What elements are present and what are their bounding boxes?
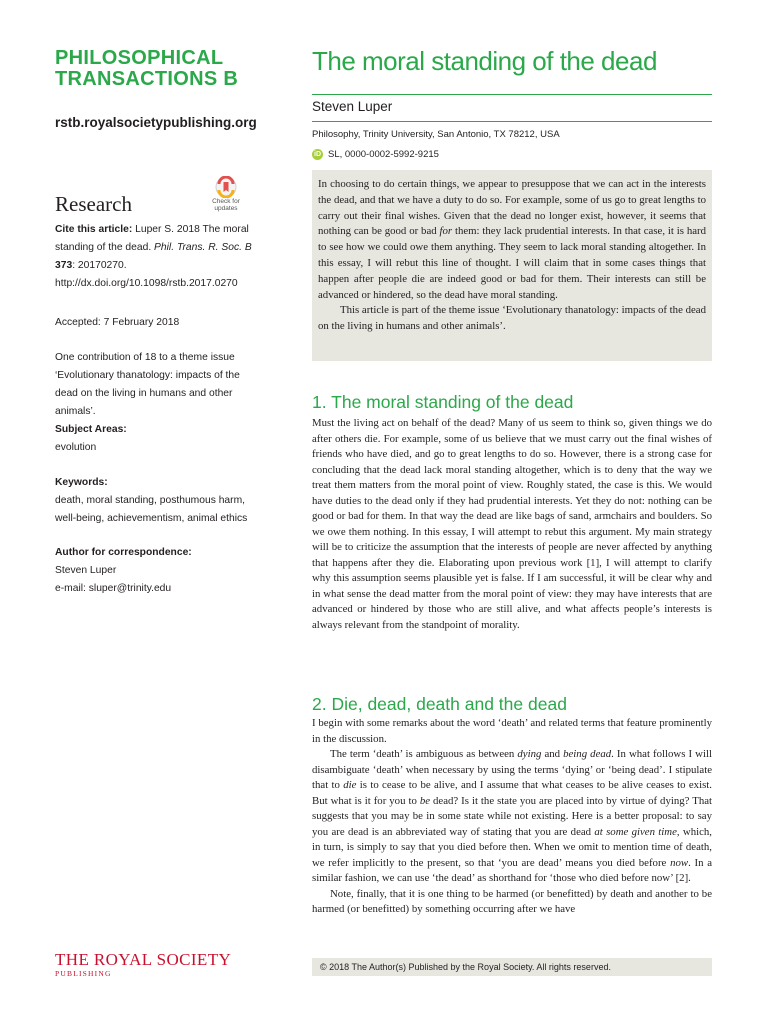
author-name: Steven Luper: [312, 99, 393, 114]
logo-line2: PUBLISHING: [55, 969, 112, 978]
emphasis: die: [343, 779, 357, 791]
emphasis: at some given time: [594, 825, 677, 838]
title-divider: [312, 94, 712, 95]
text-part: The term ‘death’ is ambiguous as between: [330, 748, 518, 760]
royal-society-logo: [55, 951, 231, 979]
cite-article-number: : 20170270.: [72, 260, 127, 271]
check-updates-label-2: updates: [214, 205, 238, 212]
journal-name-line2: TRANSACTIONS B: [55, 68, 239, 90]
section-2-body: [312, 716, 712, 918]
article-title: The moral standing of the dead: [312, 46, 657, 76]
cite-volume: 373: [55, 260, 73, 271]
text-part: and: [541, 748, 564, 760]
abstract-text-part: In choosing to do certain things, we appear to presuppose that we can act in the interests the dead, and that we have a duty to do so. For example, some of us go to great lengths to carry out their final wishes. Given that the dead no longer exist, however, it seems that nothing can be good or bad: [318, 178, 706, 238]
abstract-text-part: them: they lack prudential interests. In that case, it is hard to see how we could owe them anything. They seem to lack moral standing altogether. In this essay, I will rebut this line of thought. I will claim that in some cases things that happen after people die are indeed good or bad for them. Their interests can still be advanced or hindered, so the dead have moral standing.: [318, 225, 706, 301]
author-correspondence: [55, 544, 255, 598]
copyright-text: © 2018 The Author(s) Published by the Royal Society. All rights reserved.: [320, 962, 611, 972]
check-updates-label-1: Check for: [212, 198, 240, 205]
journal-name-line1: PHILOSOPHICAL: [55, 47, 224, 69]
keywords-value: death, moral standing, posthumous harm, well-being, achievementism, animal ethics: [55, 495, 248, 524]
affiliation: Philosophy, Trinity University, San Antonio, TX 78212, USA: [312, 129, 560, 140]
text-part: is to cease to be alive, and I assume that what ceases to be alive ceases to exist. But what is it for you to: [312, 779, 712, 807]
abstract: [318, 177, 706, 335]
cite-text: Luper S. 2018 The moral standing of the dead.: [55, 224, 249, 253]
author-corr-name: Steven Luper: [55, 565, 117, 576]
section-2-paragraph-3: Note, finally, that it is one thing to be harmed (or benefitted) by death and another to be harmed (or benefitted) by something occurring after we have: [312, 887, 712, 915]
cite-journal: Phil. Trans. R. Soc. B: [154, 242, 252, 253]
subject-heading: Subject Areas:: [55, 424, 127, 435]
author-corr-email[interactable]: e-mail: sluper@trinity.edu: [55, 583, 172, 594]
emphasis: dying: [517, 748, 542, 760]
text-part: . In a similar fashion, we can use ‘the dead’ as shorthand for ‘those who died before now’ [2].: [312, 856, 713, 884]
journal-url-link[interactable]: rstb.royalsocietypublishing.org: [55, 115, 257, 130]
cite-doi-link[interactable]: http://dx.doi.org/10.1098/rstb.2017.0270: [55, 278, 238, 289]
section-1-heading: 1. The moral standing of the dead: [312, 392, 574, 412]
journal-name: [55, 48, 238, 90]
text-part: , which, in turn, is simply to say that you died before then. When we omit to mention time of death, we refer implicitly to the present, so that ‘you are dead’ means you died before: [312, 825, 712, 869]
orcid-id[interactable]: SL, 0000-0002-5992-9215: [328, 149, 439, 160]
copyright-footer: [312, 958, 712, 976]
citation-block: [55, 221, 255, 293]
article-type-label: Research: [55, 192, 132, 216]
section-2-paragraph-1: I begin with some remarks about the word ‘death’ and related terms that feature prominently in the discussion.: [312, 717, 712, 745]
keywords: [55, 474, 255, 528]
orcid-line: [312, 149, 439, 160]
emphasis: being dead: [563, 748, 612, 760]
emphasis: be: [419, 794, 431, 807]
abstract-paragraph: [318, 177, 706, 303]
section-1-body: [312, 416, 712, 633]
accepted-date: Accepted: 7 February 2018: [55, 317, 180, 328]
check-updates-icon: [215, 176, 237, 198]
section-2-heading: 2. Die, dead, death and the dead: [312, 694, 567, 714]
subject-areas: [55, 421, 255, 457]
abstract-theme-note: This article is part of the theme issue ‘Evolutionary thanatology: impacts of the dead on the living in humans and other animals’.: [318, 304, 706, 333]
check-for-updates-button[interactable]: [206, 176, 246, 218]
orcid-icon[interactable]: iD: [314, 151, 321, 158]
text-part: . In what follows I will disambiguate ‘death’ when necessary by using the terms ‘dying’ or ‘being dead’. I stipulate that to: [312, 748, 712, 791]
text-part: dead? Is it the state you are placed into by virtue of dying? That suggests that you may be in some state while not existing. Here is a better proposal: to say you are dead is an abbreviated way of stating that you are dead: [312, 794, 713, 838]
section-2-paragraph-2: [312, 747, 712, 887]
author-divider: [312, 121, 712, 122]
author-corr-heading: Author for correspondence:: [55, 547, 192, 558]
logo-line1: THE ROYAL SOCIETY: [55, 950, 232, 969]
section-1-paragraph: Must the living act on behalf of the dead? Many of us seem to think so, given things we do after others die. For example, some of us believe that we must carry out the final wishes of friends who have died, and go to great lengths to do so. However, there is a strong case for concluding that the dead lack moral standing altogether, which is to deny that the way we treat them matters from the moral point of view. Roughly stated, the case is this. We would have duties to the dead only if they had prudential interests. Yet they do not: nothing can be good or bad for them. In that way the dead are like bags of sand, armchairs and boulders. So we owe them nothing. In this essay, I will attempt to rebut this argument. My main strategy will be to criticize the assumption that the interests of people are never affected by anything that happens after they die. Elaborating upon previous work [1], I will attempt to clarify why this assumption seems plausible yet is false. If I am successful, it will be clear why and in what sense the dead matter from the moral point of view: they may have interests that are advanced or hindered by those who are still alive, and what affects people’s interests is always relevant from the standpoint of morality.: [312, 417, 712, 631]
emphasis: now: [670, 856, 689, 869]
subject-value: evolution: [55, 442, 97, 453]
keywords-heading: Keywords:: [55, 477, 108, 488]
cite-heading: Cite this article:: [55, 224, 133, 235]
theme-issue-note: One contribution of 18 to a theme issue ‘Evolutionary thanatology: impacts of the dead on the living in humans and other animals’.: [55, 352, 240, 417]
abstract-emphasis: for: [439, 225, 453, 238]
